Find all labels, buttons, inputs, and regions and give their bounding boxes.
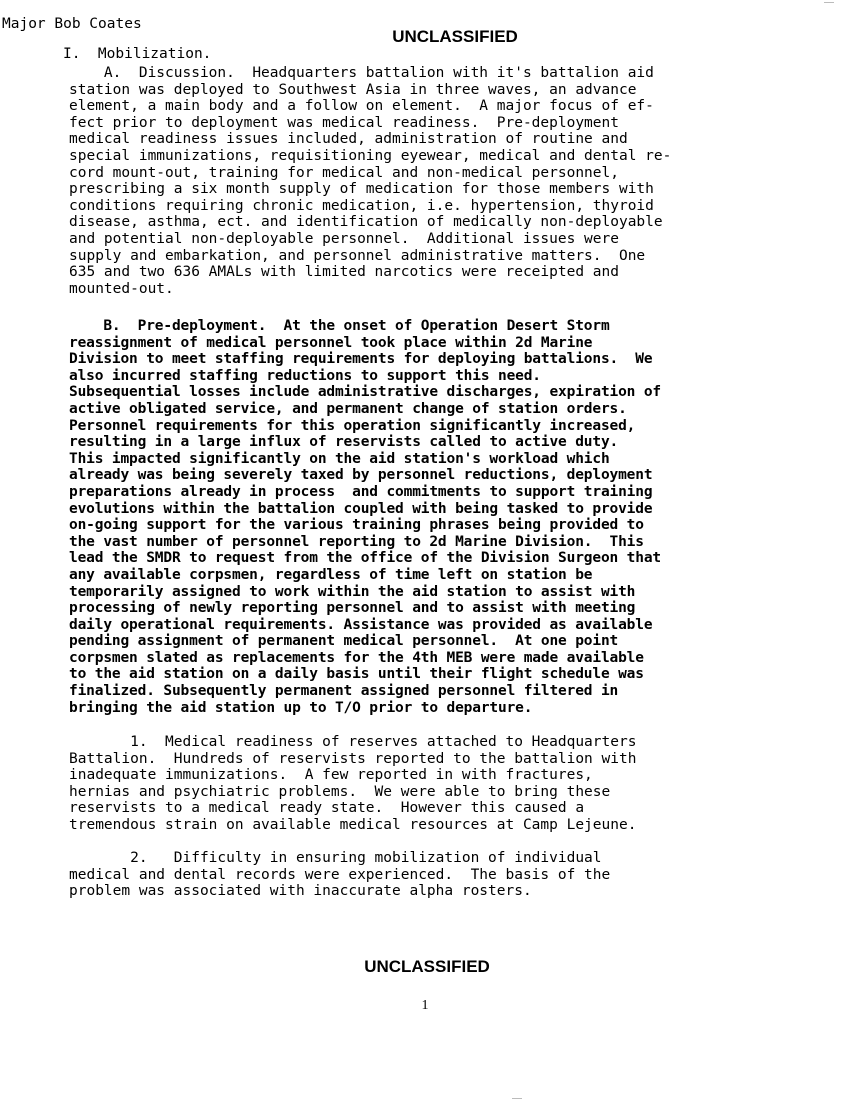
paragraph-pre-deployment — [69, 318, 769, 716]
paragraph-line: finalized. Subsequently permanent assigned personnel filtered in — [69, 683, 619, 700]
paragraph-line: disease, asthma, ect. and identification of medically non-deployable — [69, 214, 663, 231]
classification-marking-bottom: UNCLASSIFIED — [364, 957, 490, 976]
paragraph-line: corpsmen slated as replacements for the 4th MEB were made available — [69, 649, 644, 666]
paragraph-line: Personnel requirements for this operation significantly increased, — [69, 417, 636, 434]
page-number: 1 — [421, 998, 429, 1013]
paragraph-line: This impacted significantly on the aid station's workload which — [69, 450, 610, 467]
paragraph-line: resulting in a large influx of reservists called to active duty. — [69, 434, 619, 451]
paragraph-line: hernias and psychiatric problems. We were able to bring these — [69, 783, 611, 800]
paragraph-item-1 — [69, 734, 769, 834]
paragraph-line: B. Pre-deployment. At the onset of Operation Desert Storm — [69, 318, 610, 334]
paragraph-line: prescribing a six month supply of medication for those members with — [69, 181, 654, 198]
paragraph-line: already was being severely taxed by personnel reductions, deployment — [69, 467, 653, 484]
paragraph-line: tremendous strain on available medical resources at Camp Lejeune. — [69, 816, 637, 833]
paragraph-line: conditions requiring chronic medication, i.e. hypertension, thyroid — [69, 197, 654, 214]
paragraph-line: A. Discussion. Headquarters battalion with it's battalion aid — [69, 65, 654, 81]
paragraph-line: processing of newly reporting personnel and to assist with meeting — [69, 600, 636, 617]
paragraph-line: pending assignment of permanent medical personnel. At one point — [69, 633, 619, 650]
paragraph-line: bringing the aid station up to T/O prior to departure. — [69, 699, 533, 716]
paragraph-line: inadequate immunizations. A few reported in with fractures, — [69, 767, 593, 784]
paragraph-line: active obligated service, and permanent change of station orders. — [69, 400, 627, 417]
paragraph-line: problem was associated with inaccurate alpha rosters. — [69, 883, 532, 900]
paragraph-line: any available corpsmen, regardless of time left on station be — [69, 566, 593, 583]
paragraph-line: to the aid station on a daily basis until their flight schedule was — [69, 666, 644, 683]
paragraph-line: also incurred staffing reductions to support this need. — [69, 367, 541, 384]
paragraph-item-2 — [69, 850, 769, 900]
paragraph-line: fect prior to deployment was medical readiness. Pre-deployment — [69, 114, 619, 131]
paragraph-line: 2. Difficulty in ensuring mobilization of individual — [69, 850, 602, 866]
paragraph-line: medical and dental records were experienced. The basis of the — [69, 866, 611, 883]
paragraph-line: preparations already in process and commitments to support training — [69, 483, 653, 500]
author-name: Major Bob Coates — [2, 16, 142, 32]
paragraph-line: and potential non-deployable personnel. Additional issues were — [69, 230, 619, 247]
paragraph-line: Division to meet staffing requirements for deploying battalions. We — [69, 351, 653, 368]
scan-speck — [512, 1098, 522, 1099]
paragraph-line: medical readiness issues included, administration of routine and — [69, 131, 628, 148]
paragraph-line: special immunizations, requisitioning eyewear, medical and dental re- — [69, 147, 672, 164]
section-heading: I. Mobilization. — [63, 46, 212, 62]
paragraph-line: Subsequential losses include administrative discharges, expiration of — [69, 384, 662, 401]
paragraph-line: 1. Medical readiness of reserves attached to Headquarters — [69, 734, 637, 750]
classification-marking-top: UNCLASSIFIED — [392, 27, 518, 46]
paragraph-line: evolutions within the battalion coupled with being tasked to provide — [69, 500, 653, 517]
paragraph-line: station was deployed to Southwest Asia in three waves, an advance — [69, 81, 637, 98]
paragraph-line: cord mount-out, training for medical and non-medical personnel, — [69, 164, 619, 181]
paragraph-line: mounted-out. — [69, 280, 174, 297]
paragraph-line: reservists to a medical ready state. However this caused a — [69, 800, 585, 817]
paragraph-line: daily operational requirements. Assistance was provided as available — [69, 616, 653, 633]
paragraph-line: Battalion. Hundreds of reservists reported to the battalion with — [69, 750, 637, 767]
paragraph-line: element, a main body and a follow on element. A major focus of ef- — [69, 98, 654, 115]
paragraph-line: lead the SMDR to request from the office of the Division Surgeon that — [69, 550, 662, 567]
paragraph-line: the vast number of personnel reporting to 2d Marine Division. This — [69, 533, 644, 550]
paragraph-line: supply and embarkation, and personnel administrative matters. One — [69, 247, 646, 264]
paragraph-line: temporarily assigned to work within the aid station to assist with — [69, 583, 636, 600]
scan-speck — [824, 2, 834, 3]
paragraph-line: reassignment of medical personnel took place within 2d Marine — [69, 334, 593, 351]
paragraph-discussion — [69, 65, 769, 297]
paragraph-line: on-going support for the various training phrases being provided to — [69, 517, 644, 534]
paragraph-line: 635 and two 636 AMALs with limited narcotics were receipted and — [69, 264, 619, 281]
